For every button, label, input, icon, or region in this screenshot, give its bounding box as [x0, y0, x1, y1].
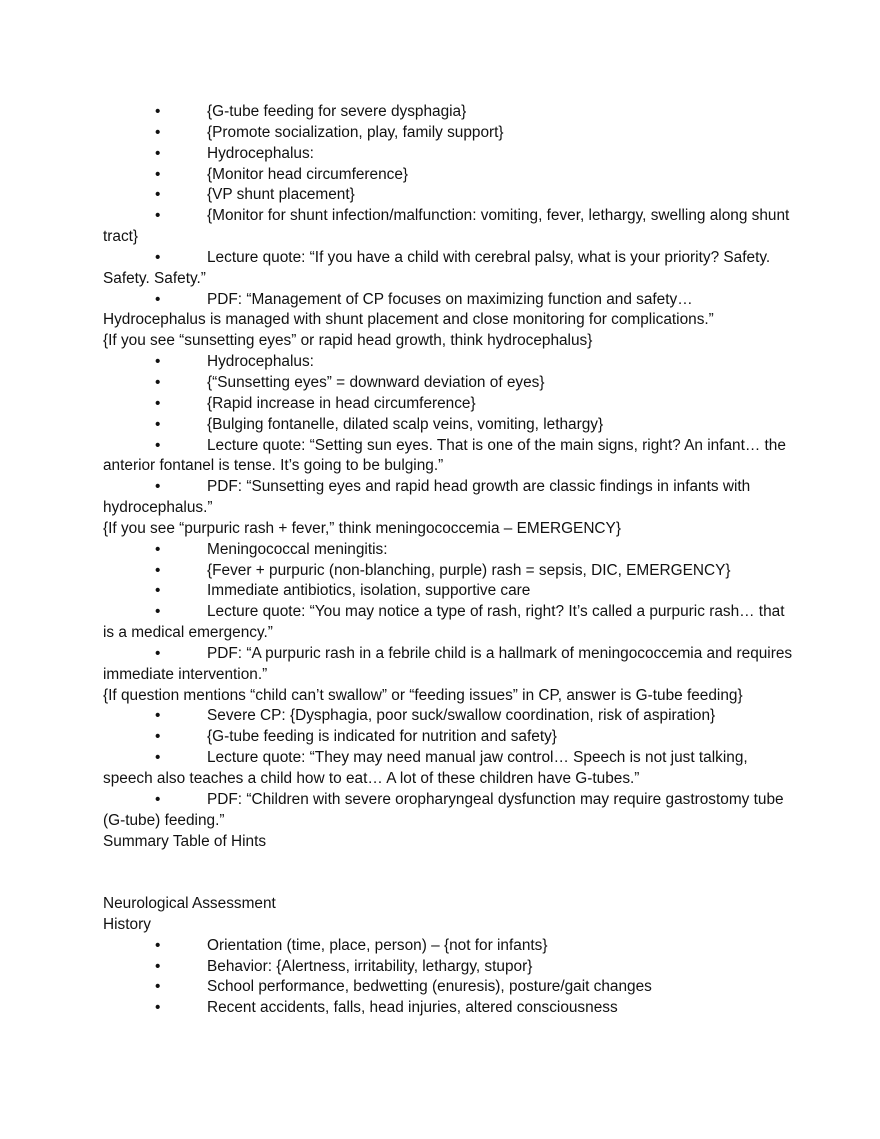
bullet-glyph: • — [155, 207, 161, 225]
bullet-text: {Monitor head circumference} — [207, 165, 409, 183]
bullet-item — [103, 415, 793, 436]
bullet-glyph: • — [155, 478, 161, 496]
text-line: {If you see “purpuric rash + fever,” think meningococcemia – EMERGENCY} — [103, 519, 621, 537]
text-line: {If you see “sunsetting eyes” or rapid head growth, think hydrocephalus} — [103, 332, 593, 350]
text-line: Neurological Assessment — [103, 895, 276, 913]
bullet-glyph: • — [155, 540, 161, 558]
bullet-glyph: • — [155, 957, 161, 975]
bullet-text: {Promote socialization, play, family support} — [207, 123, 504, 141]
bullet-glyph: • — [155, 415, 161, 433]
bullet-text: {Fever + purpuric (non-blanching, purple) rash = sepsis, DIC, EMERGENCY} — [207, 561, 731, 579]
bullet-item — [103, 706, 793, 727]
bullet-item — [103, 644, 793, 686]
bullet-text: {VP shunt placement} — [207, 186, 355, 204]
bullet-text: PDF: “Management of CP focuses on maximizing function and safety… Hydrocephalus is managed with shunt placement and close monitoring for complications.” — [103, 290, 714, 329]
bullet-item — [103, 394, 793, 415]
bullet-item — [103, 977, 793, 998]
text-line: History — [103, 915, 151, 933]
bullet-glyph: • — [155, 436, 161, 454]
bullet-text: Hydrocephalus: — [207, 144, 314, 162]
bullet-item — [103, 748, 793, 790]
bullet-item — [103, 436, 793, 478]
blank-line — [103, 852, 793, 873]
bullet-text: Lecture quote: “Setting sun eyes. That is one of the main signs, right? An infant… the anterior fontanel is tense. It’s going to be bulging.” — [103, 436, 786, 475]
blank-line — [103, 873, 793, 894]
bullet-glyph: • — [155, 373, 161, 391]
bullet-text: Hydrocephalus: — [207, 353, 314, 371]
bullet-item — [103, 248, 793, 290]
bullet-item — [103, 144, 793, 165]
bullet-text: Orientation (time, place, person) – {not for infants} — [207, 936, 548, 954]
bullet-glyph: • — [155, 394, 161, 412]
bullet-glyph: • — [155, 186, 161, 204]
bullet-item — [103, 352, 793, 373]
document-page — [103, 102, 793, 1019]
bullet-item — [103, 123, 793, 144]
bullet-text: Lecture quote: “If you have a child with cerebral palsy, what is your priority? Safety. Safety. Safety.” — [103, 248, 771, 287]
bullet-glyph: • — [155, 603, 161, 621]
bullet-item — [103, 581, 793, 602]
bullet-text: {G-tube feeding for severe dysphagia} — [207, 103, 467, 120]
bullet-text: Immediate antibiotics, isolation, supportive care — [207, 582, 531, 600]
bullet-item — [103, 540, 793, 561]
bullet-glyph: • — [155, 353, 161, 371]
bullet-text: Meningococcal meningitis: — [207, 540, 388, 558]
text-line: Summary Table of Hints — [103, 832, 267, 850]
bullet-text: PDF: “Children with severe oropharyngeal dysfunction may require gastrostomy tube (G-tube) feeding.” — [103, 790, 784, 829]
bullet-text: {Monitor for shunt infection/malfunction: vomiting, fever, lethargy, swelling along shunt tract} — [103, 207, 790, 246]
bullet-glyph: • — [155, 561, 161, 579]
bullet-glyph: • — [155, 728, 161, 746]
bullet-glyph: • — [155, 790, 161, 808]
bullet-glyph: • — [155, 707, 161, 725]
bullet-glyph: • — [155, 978, 161, 996]
bullet-glyph: • — [155, 936, 161, 954]
bullet-item — [103, 206, 793, 248]
bullet-glyph: • — [155, 290, 161, 308]
bullet-glyph: • — [155, 165, 161, 183]
bullet-glyph: • — [155, 644, 161, 662]
bullet-item — [103, 102, 793, 123]
bullet-text: {“Sunsetting eyes” = downward deviation of eyes} — [207, 373, 545, 391]
bullet-text: {G-tube feeding is indicated for nutrition and safety} — [207, 728, 557, 746]
bullet-glyph: • — [155, 103, 161, 120]
bullet-text: Lecture quote: “You may notice a type of rash, right? It’s called a purpuric rash… that is a medical emergency.” — [103, 603, 785, 642]
bullet-text: School performance, bedwetting (enuresis), posture/gait changes — [207, 978, 652, 996]
bullet-glyph: • — [155, 248, 161, 266]
bullet-item — [103, 290, 793, 332]
bullet-text: Recent accidents, falls, head injuries, altered consciousness — [207, 999, 618, 1017]
bullet-item — [103, 477, 793, 519]
text-line: {If question mentions “child can’t swallow” or “feeding issues” in CP, answer is G-tube feeding} — [103, 686, 743, 704]
bullet-glyph: • — [155, 123, 161, 141]
bullet-item — [103, 957, 793, 978]
bullet-item — [103, 373, 793, 394]
bullet-item — [103, 185, 793, 206]
bullet-glyph: • — [155, 999, 161, 1017]
bullet-text: Lecture quote: “They may need manual jaw control… Speech is not just talking, speech also teaches a child how to eat… A lot of these children have G-tubes.” — [103, 749, 748, 787]
bullet-glyph: • — [155, 144, 161, 162]
bullet-text: PDF: “Sunsetting eyes and rapid head growth are classic findings in infants with hydrocephalus.” — [103, 478, 751, 517]
bullet-glyph: • — [155, 582, 161, 600]
bullet-item — [103, 998, 793, 1019]
bullet-item — [103, 790, 793, 832]
bullet-text: Severe CP: {Dysphagia, poor suck/swallow coordination, risk of aspiration} — [207, 707, 716, 725]
bullet-text: PDF: “A purpuric rash in a febrile child is a hallmark of meningococcemia and requires immediate intervention.” — [103, 644, 793, 683]
bullet-item — [103, 727, 793, 748]
bullet-item — [103, 165, 793, 186]
bullet-item — [103, 602, 793, 644]
bullet-glyph: • — [155, 749, 161, 767]
bullet-text: {Rapid increase in head circumference} — [207, 394, 476, 412]
bullet-text: {Bulging fontanelle, dilated scalp veins, vomiting, lethargy} — [207, 415, 604, 433]
bullet-item — [103, 561, 793, 582]
bullet-item — [103, 936, 793, 957]
bullet-text: Behavior: {Alertness, irritability, lethargy, stupor} — [207, 957, 533, 975]
